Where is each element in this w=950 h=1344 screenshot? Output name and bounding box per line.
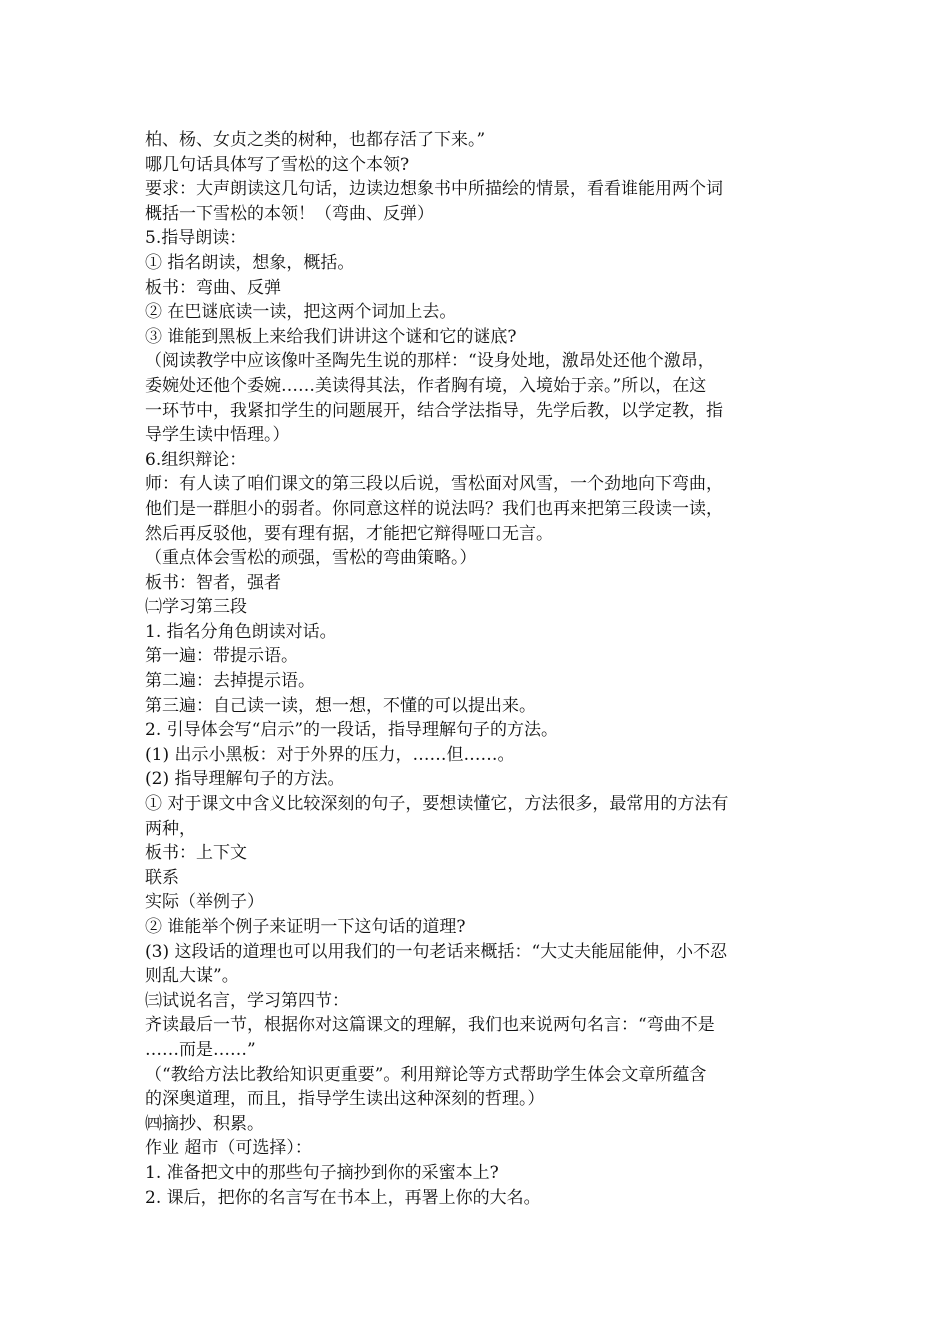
text-line: 委婉处还他个委婉……美读得其法，作者胸有境，入境始于亲。”所以，在这 — [145, 375, 707, 396]
text-line: 柏、杨、女贞之类的树种，也都存活了下来。” — [145, 130, 486, 150]
text-line: 一环节中，我紧扣学生的问题展开，结合学法指导，先学后教，以学定教，指 — [145, 400, 723, 421]
text-line: 则乱大谋”。 — [145, 966, 239, 987]
text-line: 第三遍：自己读一读，想一想，不懂的可以提出来。 — [145, 695, 536, 716]
text-line: 2. 引导体会写“启示”的一段话，指导理解句子的方法。 — [145, 720, 559, 741]
text-line: ① 指名朗读，想象，概括。 — [145, 252, 355, 273]
text-line: 第一遍：带提示语。 — [145, 646, 298, 667]
text-line: （阅读教学中应该像叶圣陶先生说的那样：“设身处地，激昂处还他个激昂， — [145, 351, 715, 372]
text-line: (1) 出示小黑板：对于外界的压力，……但……。 — [145, 744, 515, 765]
text-line: ……而是……” — [145, 1039, 256, 1060]
text-line: 要求：大声朗读这几句话，边读边想象书中所描绘的情景，看看谁能用两个词 — [145, 179, 723, 200]
text-line: 1. 指名分角色朗读对话。 — [145, 621, 337, 642]
section-heading: ㈡学习第三段 — [145, 597, 247, 618]
text-line: 哪几句话具体写了雪松的这个本领? — [145, 154, 410, 175]
text-line: 他们是一群胆小的弱者。你同意这样的说法吗？我们也再来把第三段读一读， — [145, 498, 723, 519]
text-line: ② 谁能举个例子来证明一下这句话的道理? — [145, 917, 466, 937]
text-line: 导学生读中悟理。） — [145, 425, 290, 446]
text-line: ① 对于课文中含义比较深刻的句子，要想读懂它，方法很多，最常用的方法有 — [145, 794, 729, 815]
text-line: 板书：弯曲、反弹 — [145, 277, 281, 298]
text-line: ③ 谁能到黑板上来给我们讲讲这个谜和它的谜底? — [145, 326, 517, 347]
text-line: 板书：上下文 — [145, 843, 247, 864]
text-line: 1. 准备把文中的那些句子摘抄到你的采蜜本上? — [145, 1162, 499, 1183]
text-line: （重点体会雪松的顽强，雪松的弯曲策略。） — [145, 548, 477, 569]
text-line: (3) 这段话的道理也可以用我们的一句老话来概括：“大丈夫能屈能伸，小不忍 — [145, 941, 728, 962]
text-line: (2) 指导理解句子的方法。 — [145, 769, 345, 790]
text-line: 板书：智者，强者 — [145, 572, 281, 593]
text-line: 联系 — [145, 867, 179, 888]
section-heading: 5.指导朗读： — [145, 228, 247, 249]
document-page — [145, 128, 810, 1210]
text-line: 2. 课后，把你的名言写在书本上，再署上你的大名。 — [145, 1187, 541, 1208]
text-line: 第二遍：去掉提示语。 — [145, 671, 315, 692]
section-heading: 6.组织辩论： — [145, 449, 247, 470]
text-line: ② 在巴谜底读一读，把这两个词加上去。 — [145, 302, 457, 323]
text-line: 齐读最后一节，根据你对这篇课文的理解，我们也来说两句名言：“弯曲不是 — [145, 1015, 715, 1036]
text-line: 作业 超市（可选择）： — [145, 1138, 312, 1159]
text-line: 两种， — [145, 818, 196, 839]
text-line: （“教给方法比教给知识更重要”。利用辩论等方式帮助学生体会文章所蕴含 — [145, 1064, 707, 1085]
text-line: 然后再反驳他，要有理有据，才能把它辩得哑口无言。 — [145, 523, 553, 544]
text-line: 师：有人读了咱们课文的第三段以后说，雪松面对风雪，一个劲地向下弯曲， — [145, 474, 723, 495]
section-heading: ㈢试说名言，学习第四节： — [145, 990, 349, 1011]
text-line: 的深奥道理，而且，指导学生读出这种深刻的哲理。） — [145, 1089, 545, 1110]
text-line: 概括一下雪松的本领！（弯曲、反弹） — [145, 203, 434, 224]
text-line: 实际（举例子） — [145, 892, 264, 913]
section-heading: ㈣摘抄、积累。 — [145, 1113, 264, 1134]
